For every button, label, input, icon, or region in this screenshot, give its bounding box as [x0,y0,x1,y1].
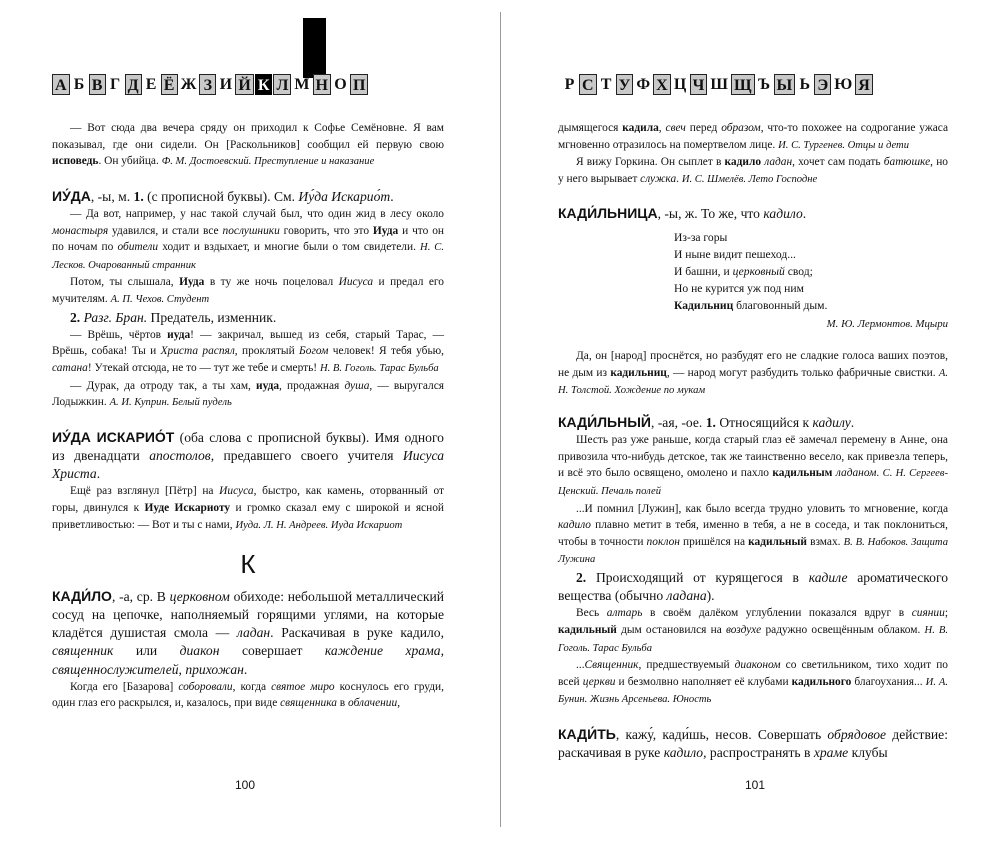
alphabet-letter: А [52,74,70,95]
alphabet-letter: Ы [774,74,796,95]
active-letter-tab [303,18,326,78]
headword: КАДИ́ЛО [52,587,112,604]
poem-line: И башни, и церковный свод; [674,264,813,278]
poem-line: Из-за горы [674,230,728,244]
alphabet-letter: Ь [799,75,811,93]
entry-kadilnica: КАДИ́ЛЬНИЦА, -ы, ж. То же, что кадило. [558,205,807,222]
alphabet-letter: З [199,74,216,95]
alphabet-letter: К [255,74,273,95]
poem-line: Но не курится уж под ним [674,282,804,296]
alphabet-letter: Н [313,74,331,95]
alphabet-letter: Б [73,75,85,93]
alphabet-letter: Е [145,75,157,93]
alphabet-letter: Р [564,75,575,93]
quote: — Вот сюда два вечера сряду он приходил к Софье Семёновне. Я вам показывал, где они сидели. Он [Раскольников] сообщил ей первую свою исповедь. Он убийца. Ф. М. Достоевский. Преступление и наказание [52,122,444,168]
alphabet-letter: Э [814,74,831,95]
alphabet-letter: В [89,74,106,95]
quote: Весь алтарь в своём далёком углублении показался вдруг в сиянии; кадильный дым остановился на воздухе радужно освещённым облаком. Н. В. Гоголь. Тарас Бульба [558,607,948,654]
headword: КАДИ́ТЬ [558,725,616,742]
left-text-column [52,120,444,712]
quote: — Да вот, например, у нас такой случай был, что один жид в лесу около монастыря удавился, и стали все послушники говорить, что это Иуда и что он по ночам по обители ходит и вздыхает, и многие были о том свидетели. Н. С. Лесков. Очарованный странник [52,207,445,271]
left-page [0,0,496,846]
alphabet-letter: Й [235,74,253,95]
alphabet-letter: П [350,74,368,95]
alphabet-letter: Х [653,74,671,95]
section-letter: К [240,549,256,580]
quote: Потом, ты слышала, Иуда в ту же ночь поцеловал Иисуса и предал его мучителям. А. П. Чехов. Студент [52,276,444,305]
quote: Да, он [народ] проснётся, но разбудят его не сладкие голоса ваших поэтов, не дым из кадильниц, — народ могут разбудить только фабричные свистки. А. Н. Толстой. Хождение по мукам [558,350,948,397]
sense-2: 2. Происходящий от курящегося в кадиле ароматического вещества (обычно ладана). [558,569,948,604]
alphabet-letter: Ц [673,75,687,93]
alphabet-letter: Ш [710,75,728,93]
quote: Ещё раз взглянул [Пётр] на Иисуса, быстро, как камень, оторванный от горы, двинулся к Иуде Искариоту и громко сказал ему с широкой и ясной приветливостью: — Вот и ты с нами, Иуда. Л. Н. Андреев. Иуда Искариот [52,485,444,531]
quote: — Врёшь, чёртов иуда! — закричал, вышед из себя, старый Тарас, — Врёшь, собака! Ты и Христа распял, проклятый Богом человек! Я тебя убью, сатана! Утекай отсюда, не то — тут же тебе и смерть! Н. В. Гоголь. Тарас Бульба [52,328,445,374]
quote-continuation: дымящегося кадила, свеч перед образом, что-то похожее на содрогание ужаса мгновенно отразилось на помертвелом лице. И. С. Тургенев. Отцы и дети [558,122,948,151]
alphabet-letter: Я [855,74,873,95]
quote: Я вижу Горкина. Он сыплет в кадило ладан, хочет сам подать батюшке, но у него вырывает служка. И. С. Шмелёв. Лето Господне [558,156,948,185]
alphabet-letter: У [616,74,634,95]
book-spine [500,12,501,827]
right-text-column [558,120,948,762]
entry-kadit: КАДИ́ТЬ, кажу́, кади́шь, несов. Совершать обрядовое действие: раскачивая в руке кадило, распространять в храме клубы [558,725,948,761]
alphabet-letter: Л [273,74,291,95]
left-alphabet-index [52,72,369,96]
quote: — Дурак, да отроду так, а ты хам, иуда, продажная душа, — выругался Лодыжкин. А. И. Куприн. Белый пудель [52,379,444,409]
alphabet-letter: И [219,75,233,93]
headword: ИУ́ДА ИСКАРИО́Т [52,428,175,445]
alphabet-letter: С [579,74,597,95]
poem-line: Кадильниц благовонный дым. [674,299,828,313]
entry-kadilo: КАДИ́ЛО, -а, ср. В церковном обиходе: небольшой металлический сосуд на цепочке, наполняемый горящими углями, на которые кладётся душистая смола — ладан. Раскачивая в руке кадило, священник или диакон совершает каждение храма, священнослужителей, прихожан. [52,587,444,677]
headword: ИУ́ДА [52,187,91,204]
alphabet-letter: Ж [180,75,197,93]
poem-source: М. Ю. Лермонтов. Мцыри [826,317,948,330]
page-number: 100 [235,778,256,792]
entry-iuda-iskariot: ИУ́ДА ИСКАРИО́Т (оба слова с прописной буквы). Имя одного из двенадцати апостолов, предавшего своего учителя Иисуса Христа. [52,428,444,482]
alphabet-letter: Т [600,75,612,93]
alphabet-letter: Ч [690,74,708,95]
headword: КАДИ́ЛЬНИЦА [558,205,658,222]
alphabet-letter: Ё [161,74,178,95]
quote: ...И помнил [Лужин], как было всегда трудно уловить то мгновение, когда кадило плавно метит в тебя, именно в тебя, а не в соседа, и так поклониться, чтобы в точности поклон пришёлся на кадильный взмах. В. В. Набоков. Защита Лужина [558,502,949,566]
entry-kadilny: КАДИ́ЛЬНЫЙ, -ая, -ое. 1. Относящийся к кадилу. [558,413,855,430]
alphabet-letter: Д [125,74,142,95]
alphabet-letter: О [334,75,347,93]
sense-2: 2. Разг. Бран. Предатель, изменник. [70,309,277,325]
page-number: 101 [745,778,766,792]
entry-iuda: ИУ́ДА, -ы, м. 1. (с прописной буквы). См. Иу́да Искарио́т. [52,187,394,204]
poem-line: И ныне видит пешеход... [674,247,796,261]
alphabet-letter: Ю [834,75,853,93]
alphabet-letter: М [294,75,310,93]
alphabet-letter: Ъ [757,75,771,93]
quote: Когда его [Базарова] соборовали, когда святое миро коснулось его груди, один глаз его раскрылся, и, казалось, при виде священника в облачении, [52,680,444,710]
poem-quote [558,229,948,315]
quote: Шесть раз уже раньше, когда старый глаз её замечал перемену в Анне, она привозила что-нибудь детское, так же таинственно весело, как привезла теперь, и всё это было освящено, омолено и пахло кадильным ладаном. С. Н. Сергеев-Ценский. Печаль полей [558,434,948,497]
right-alphabet-index [561,72,874,96]
headword: КАДИ́ЛЬНЫЙ [558,413,651,430]
alphabet-letter: Щ [731,74,755,95]
alphabet-letter: Г [109,75,121,93]
right-page [504,0,996,846]
alphabet-letter: Ф [636,75,651,93]
quote: ...Священник, предшествуемый диаконом со светильником, тихо ходит по всей церкви и безмолвно наполняет её клубами кадильного благоухания... И. А. Бунин. Жизнь Арсеньева. Юность [558,659,948,706]
